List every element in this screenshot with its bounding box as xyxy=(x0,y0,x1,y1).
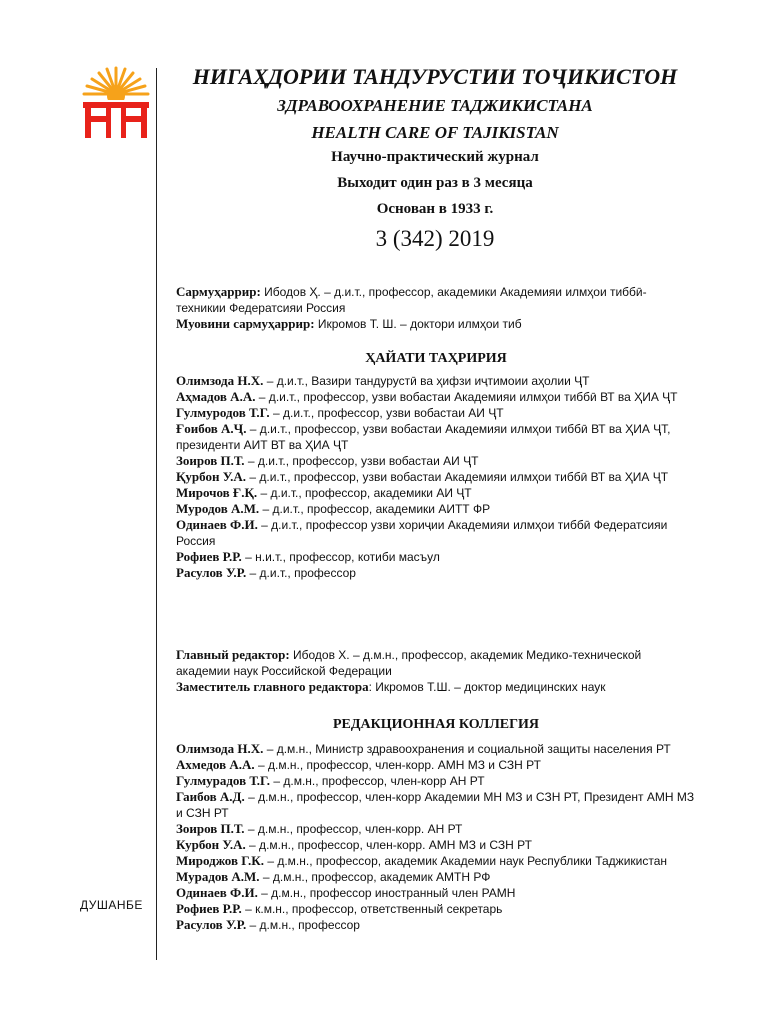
member-name: Курбон У.А. xyxy=(176,837,246,852)
board-member xyxy=(176,917,696,933)
member-name: Одинаев Ф.И. xyxy=(176,517,258,532)
member-name: Мирочов Ғ.Қ. xyxy=(176,485,258,500)
chief-editor-tj xyxy=(176,284,696,316)
issue-number: 3 (342) 2019 xyxy=(375,226,495,251)
member-description: – д.м.н., профессор, член-корр. АН РТ xyxy=(244,822,463,836)
board-member xyxy=(176,549,696,565)
vertical-divider xyxy=(156,68,157,960)
member-name: Одинаев Ф.И. xyxy=(176,885,258,900)
member-name: Гулмурадов Т.Г. xyxy=(176,773,271,788)
role-label: Сармуҳаррир: xyxy=(176,284,261,299)
member-description: – д.м.н., профессор, член-корр. АМН МЗ и СЗН РТ xyxy=(245,838,532,852)
role-text: Икромов Т. Ш. – доктори илмҳои тиб xyxy=(314,317,522,331)
board-member xyxy=(176,821,696,837)
role-label: Заместитель главного редактора xyxy=(176,679,369,694)
member-description: – д.и.т., профессор узви хориҷии Академияи илмҳои тиббӣ Федератсияи Россия xyxy=(176,518,668,548)
sunrise-emblem-icon xyxy=(80,64,152,140)
member-description: – д.и.т., профессор, академики АИТТ ФР xyxy=(259,502,491,516)
member-name: Ғоибов А.Ҷ. xyxy=(176,421,247,436)
member-name: Олимзода Н.Х. xyxy=(176,741,264,756)
editors-russian xyxy=(176,647,696,695)
title-tajik: НИГАҲДОРИИ ТАНДУРУСТИИ ТОҶИКИСТОН xyxy=(192,64,678,89)
member-name: Рофиев Р.Р. xyxy=(176,901,242,916)
member-description: – д.и.т., профессор, узви вобастаи Академияи илмҳои тиббӣ ВТ ва ҲИА ҶТ xyxy=(255,390,678,404)
board-member xyxy=(176,469,696,485)
board-title-tj: ҲАЙАТИ ТАҲРИРИЯ xyxy=(365,351,507,366)
board-list-ru xyxy=(176,741,696,933)
board-member xyxy=(176,517,696,549)
board-member xyxy=(176,565,696,581)
member-description: – д.м.н., профессор, член-корр Академии МН МЗ и СЗН РТ, Президент АМН МЗ и СЗН РТ xyxy=(176,790,695,820)
member-description: – д.м.н., профессор иностранный член РАМН xyxy=(257,886,516,900)
title-english: HEALTH CARE OF TAJIKISTAN xyxy=(311,123,559,142)
member-description: – д.и.т., Вазири тандурустӣ ва ҳифзи иҷтимоии аҳолии ҶТ xyxy=(263,374,590,388)
member-description: – д.и.т., профессор, узви вобастаи АИ ҶТ xyxy=(269,406,504,420)
role-text: : Икромов Т.Ш. – доктор медицинских наук xyxy=(368,680,606,694)
member-name: Рофиев Р.Р. xyxy=(176,549,242,564)
member-name: Расулов У.Р. xyxy=(176,565,247,580)
board-member xyxy=(176,773,696,789)
board-member xyxy=(176,901,696,917)
member-name: Ахмедов А.А. xyxy=(176,757,255,772)
board-member xyxy=(176,421,696,453)
member-name: Аҳмадов А.А. xyxy=(176,389,256,404)
member-name: Мироджов Г.К. xyxy=(176,853,264,868)
board-member xyxy=(176,741,696,757)
member-description: – д.и.т., профессор, узви вобастаи Академияи илмҳои тиббӣ ВТ ва ҲИА ҶТ xyxy=(246,470,669,484)
member-description: – к.м.н., профессор, ответственный секретарь xyxy=(241,902,503,916)
member-description: – д.м.н., профессор, член-корр. АМН МЗ и СЗН РТ xyxy=(254,758,541,772)
member-description: – д.и.т., профессор xyxy=(246,566,356,580)
chief-editor-ru xyxy=(176,647,696,679)
member-name: Зоиров П.Т. xyxy=(176,453,245,468)
member-description: – д.м.н., профессор, член-корр АН РТ xyxy=(270,774,485,788)
board-member xyxy=(176,789,696,821)
role-text: Ибодов Ҳ. – д.и.т., профессор, академики Академияи илмҳои тиббӣ-техникии Федератсияи Россия xyxy=(176,285,647,315)
member-description: – н.и.т., профессор, котиби масъул xyxy=(241,550,440,564)
member-description: – д.и.т., профессор, академики АИ ҶТ xyxy=(257,486,472,500)
board-member xyxy=(176,405,696,421)
member-description: – д.и.т., профессор, узви вобастаи АИ ҶТ xyxy=(244,454,479,468)
board-member xyxy=(176,869,696,885)
board-member xyxy=(176,853,696,869)
title-russian: ЗДРАВООХРАНЕНИЕ ТАДЖИКИСТАНА xyxy=(277,96,593,115)
board-member xyxy=(176,373,696,389)
deputy-editor-ru xyxy=(176,679,696,695)
city-label: ДУШАНБЕ xyxy=(80,898,143,912)
member-name: Олимзода Н.Х. xyxy=(176,373,264,388)
journal-frequency: Выходит один раз в 3 месяца xyxy=(337,175,533,191)
journal-founded: Основан в 1933 г. xyxy=(376,201,494,217)
board-member xyxy=(176,501,696,517)
board-member xyxy=(176,453,696,469)
member-description: – д.м.н., Министр здравоохранения и социальной защиты населения РТ xyxy=(263,742,671,756)
board-member xyxy=(176,885,696,901)
member-name: Мурадов А.М. xyxy=(176,869,260,884)
board-list-tj xyxy=(176,373,696,581)
journal-subtitle: Научно-практический журнал xyxy=(331,149,539,165)
board-member xyxy=(176,389,696,405)
role-label: Муовини сармуҳаррир: xyxy=(176,316,315,331)
member-description: – д.м.н., профессор xyxy=(246,918,360,932)
board-member xyxy=(176,485,696,501)
member-description: – д.м.н., профессор, академик Академии наук Республики Таджикистан xyxy=(263,854,668,868)
board-title-ru: РЕДАКЦИОННАЯ КОЛЛЕГИЯ xyxy=(332,717,540,732)
deputy-editor-tj xyxy=(176,316,696,332)
member-name: Зоиров П.Т. xyxy=(176,821,245,836)
board-member xyxy=(176,757,696,773)
role-label: Главный редактор: xyxy=(176,647,290,662)
editors-tajik xyxy=(176,284,696,332)
member-name: Қурбон У.А. xyxy=(176,469,247,484)
board-member xyxy=(176,837,696,853)
member-name: Гаибов А.Д. xyxy=(176,789,245,804)
member-name: Гулмуродов Т.Г. xyxy=(176,405,270,420)
role-text: Ибодов Х. – д.м.н., профессор, академик Медико-технической академии наук Российской Федерации xyxy=(176,648,642,678)
member-name: Муродов А.М. xyxy=(176,501,260,516)
member-name: Расулов У.Р. xyxy=(176,917,247,932)
member-description: – д.и.т., профессор, узви вобастаи Академияи илмҳои тиббӣ ВТ ва ҲИА ҶТ, президенти АИТ ВТ ва ҲИА ҶТ xyxy=(176,422,671,452)
member-description: – д.м.н., профессор, академик АМТН РФ xyxy=(259,870,491,884)
